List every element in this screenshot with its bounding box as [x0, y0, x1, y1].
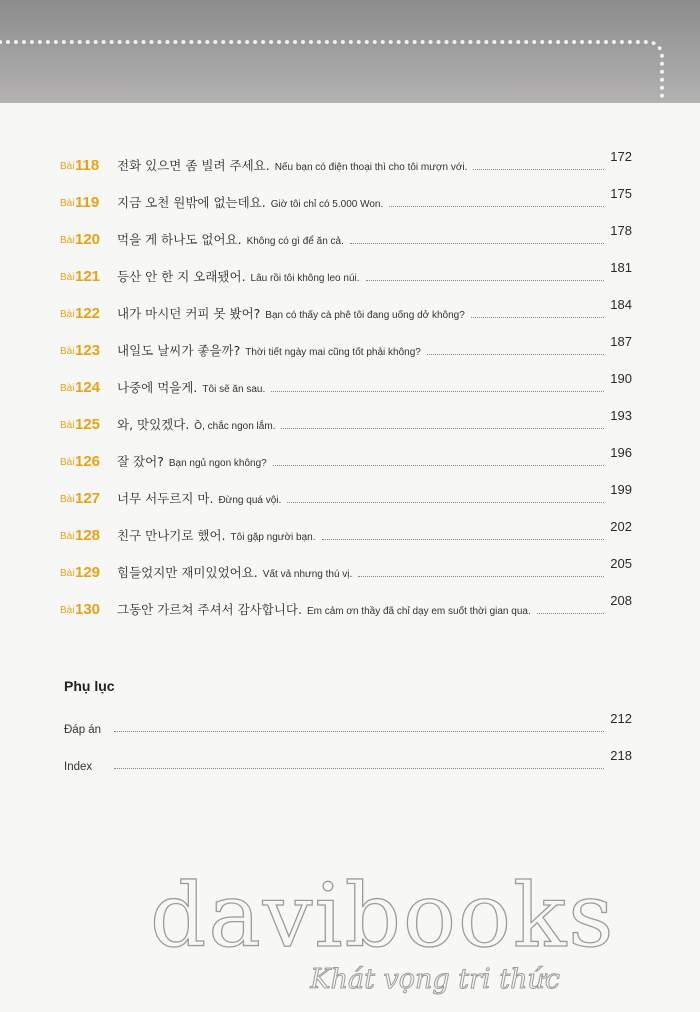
appendix-item-label: Đáp án: [64, 724, 102, 736]
watermark-brand: davibooks: [150, 864, 616, 967]
page-number: 212: [610, 711, 632, 726]
lesson-title-vietnamese: Đừng quá vội.: [218, 495, 282, 506]
page-number: 196: [610, 445, 632, 460]
appendix-item-label: Index: [64, 761, 93, 773]
toc-row-130[interactable]: [60, 593, 632, 618]
lesson-number: 126: [75, 453, 101, 470]
lesson-prefix: Bài: [60, 494, 75, 505]
dot-leader: [427, 354, 604, 355]
dot-leader: [322, 539, 605, 540]
lesson-prefix: Bài: [60, 420, 75, 431]
page-number: 181: [610, 260, 632, 275]
page-number: 190: [610, 371, 632, 386]
lesson-title-vietnamese: Giờ tôi chỉ có 5.000 Won.: [270, 199, 384, 210]
lesson-prefix: Bài: [60, 272, 75, 283]
lesson-title-vietnamese: Ồ, chắc ngon lắm.: [194, 421, 276, 432]
lesson-title-vietnamese: Lâu rồi tôi không leo núi.: [250, 273, 360, 284]
lesson-number: 130: [75, 601, 101, 618]
toc-row-129[interactable]: [60, 556, 632, 581]
page-number: 175: [610, 186, 632, 201]
dot-leader: [273, 465, 605, 466]
toc-row-121[interactable]: [60, 260, 632, 285]
dot-leader: [366, 280, 605, 281]
lesson-prefix: Bài: [60, 198, 75, 209]
lesson-title-vietnamese: Tôi gặp người bạn.: [230, 532, 316, 543]
dot-leader: [358, 576, 604, 577]
lesson-prefix: Bài: [60, 605, 75, 616]
lesson-title-vietnamese: Không có gì để ăn cả.: [246, 236, 344, 247]
toc-row-128[interactable]: [60, 519, 632, 544]
lesson-prefix: Bài: [60, 346, 75, 357]
appendix-heading: Phụ lục: [64, 678, 115, 694]
dot-leader: [114, 768, 604, 769]
page-number: 184: [610, 297, 632, 312]
lesson-number: 119: [75, 194, 100, 211]
lesson-number: 125: [75, 416, 101, 433]
toc-row-120[interactable]: [60, 223, 632, 248]
lesson-number: 129: [75, 564, 101, 581]
watermark-slogan: Khát vọng tri thức: [310, 964, 560, 995]
toc-row-126[interactable]: [60, 445, 632, 470]
lesson-title-korean: 친구 만나기로 했어.: [117, 528, 226, 543]
lesson-prefix: Bài: [60, 457, 75, 468]
lesson-title-korean: 전화 있으면 좀 빌려 주세요.: [117, 158, 270, 173]
lesson-number: 123: [75, 342, 101, 359]
page-number: 202: [610, 519, 632, 534]
lesson-title-vietnamese: Vất vả nhưng thú vị.: [262, 569, 353, 580]
lesson-title-korean: 잘 잤어?: [117, 454, 164, 469]
dot-leader: [389, 206, 604, 207]
lesson-title-vietnamese: Bạn có thấy cà phê tôi đang uống dở không?: [265, 310, 465, 321]
lesson-prefix: Bài: [60, 383, 75, 394]
lesson-number: 121: [75, 268, 101, 285]
toc-row-119[interactable]: [60, 186, 632, 211]
appendix-item-index[interactable]: [64, 748, 632, 773]
header-band: [0, 0, 700, 103]
dot-leader: [537, 613, 605, 614]
lesson-number: 127: [75, 490, 101, 507]
lesson-prefix: Bài: [60, 568, 75, 579]
page-number: 218: [610, 748, 632, 763]
toc-row-127[interactable]: [60, 482, 632, 507]
dot-leader: [281, 428, 604, 429]
dotted-frame-decoration: [0, 40, 664, 98]
page-number: 193: [610, 408, 632, 423]
lesson-title-korean: 먹을 게 하나도 없어요.: [117, 232, 242, 247]
lesson-title-korean: 내일도 날씨가 좋을까?: [117, 343, 241, 358]
toc-row-118[interactable]: [60, 149, 632, 174]
lesson-title-vietnamese: Thời tiết ngày mai cũng tốt phải không?: [245, 347, 421, 358]
lesson-prefix: Bài: [60, 531, 75, 542]
page-number: 208: [610, 593, 632, 608]
lesson-prefix: Bài: [60, 235, 75, 246]
toc-row-125[interactable]: [60, 408, 632, 433]
lesson-title-korean: 그동안 가르쳐 주셔서 감사합니다.: [117, 602, 302, 617]
dot-leader: [287, 502, 604, 503]
lesson-title-vietnamese: Nếu bạn có điện thoại thì cho tôi mượn với.: [274, 162, 468, 173]
lesson-number: 120: [75, 231, 101, 248]
lesson-title-vietnamese: Tôi sẽ ăn sau.: [202, 384, 266, 395]
dot-leader: [350, 243, 604, 244]
lesson-number: 124: [75, 379, 101, 396]
lesson-number: 118: [75, 157, 100, 174]
lesson-title-korean: 와, 맛있겠다.: [117, 417, 190, 432]
page-number: 172: [610, 149, 632, 164]
toc-row-124[interactable]: [60, 371, 632, 396]
appendix-item-answers[interactable]: [64, 711, 632, 736]
page-number: 178: [610, 223, 632, 238]
dot-leader: [114, 731, 604, 732]
page-number: 187: [610, 334, 632, 349]
lesson-title-korean: 내가 마시던 커피 못 봤어?: [117, 306, 261, 321]
dot-leader: [471, 317, 605, 318]
lesson-title-vietnamese: Bạn ngủ ngon không?: [168, 458, 267, 469]
lesson-title-korean: 힘들었지만 재미있었어요.: [117, 565, 258, 580]
lesson-title-korean: 등산 안 한 지 오래됐어.: [117, 269, 246, 284]
lesson-prefix: Bài: [60, 161, 75, 172]
page-number: 199: [610, 482, 632, 497]
lesson-title-vietnamese: Em cảm ơn thầy đã chỉ dạy em suốt thời gian qua.: [306, 606, 531, 617]
lesson-number: 122: [75, 305, 101, 322]
page-number: 205: [610, 556, 632, 571]
lesson-title-korean: 너무 서두르지 마.: [117, 491, 214, 506]
lesson-prefix: Bài: [60, 309, 75, 320]
toc-row-123[interactable]: [60, 334, 632, 359]
dot-leader: [271, 391, 604, 392]
lesson-number: 128: [75, 527, 101, 544]
lesson-title-korean: 지금 오천 원밖에 없는데요.: [117, 195, 266, 210]
toc-row-122[interactable]: [60, 297, 632, 322]
lesson-title-korean: 나중에 먹을게.: [117, 380, 198, 395]
dot-leader: [473, 169, 604, 170]
